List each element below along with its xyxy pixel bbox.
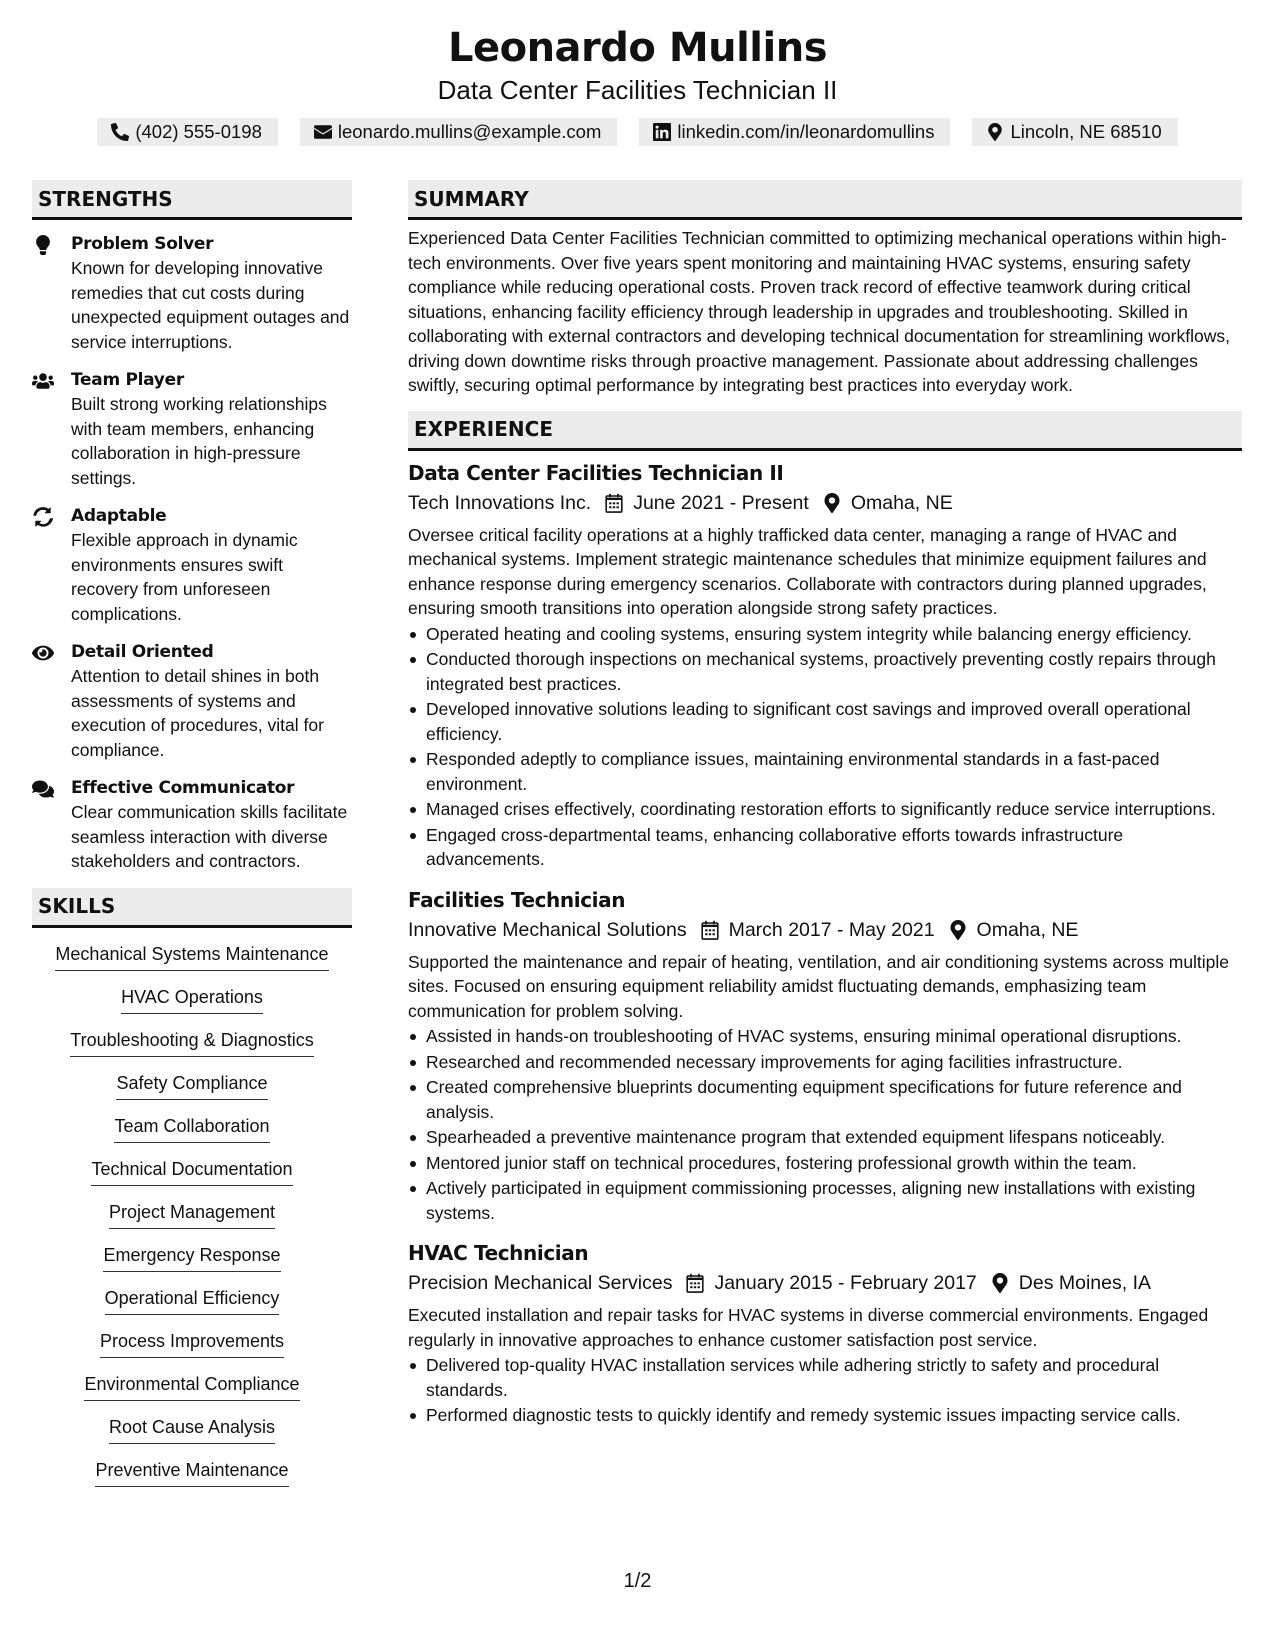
skill-item: Preventive Maintenance (95, 1458, 288, 1487)
job-bullets (408, 1024, 1242, 1225)
resume-header (0, 22, 1275, 146)
strength-title: Detail Oriented (71, 642, 214, 662)
job-dates: June 2021 - Present (633, 491, 809, 514)
job-company: Precision Mechanical Services (408, 1272, 673, 1294)
phone-icon (111, 123, 129, 141)
contact-email-text: leonardo.mullins@example.com (337, 121, 602, 142)
job-location: Omaha, NE (976, 918, 1079, 941)
job-entry (408, 886, 1242, 1226)
candidate-name: Leonardo Mullins (447, 25, 828, 71)
skill-item: Safety Compliance (116, 1071, 267, 1100)
skills-heading: SKILLS (32, 888, 352, 928)
job-title: Facilities Technician (408, 887, 626, 912)
job-company: Tech Innovations Inc. (408, 491, 592, 514)
lightbulb-icon (32, 235, 54, 255)
job-company: Innovative Mechanical Solutions (408, 918, 687, 941)
strengths-list (32, 232, 352, 874)
strength-desc: Built strong working relationships with team members, enhancing collaboration in high-pressure settings. (71, 394, 327, 488)
map-pin-icon (991, 1273, 1009, 1293)
strength-title: Team Player (71, 370, 184, 390)
job-bullet: Engaged cross-departmental teams, enhancing collaborative efforts towards infrastructure advancements. (408, 823, 1242, 872)
strength-desc: Known for developing innovative remedies that cut costs during unexpected equipment outages and service interruptions. (71, 258, 350, 352)
job-description: Oversee critical facility operations at a highly trafficked data center, managing a range of HVAC and mechanical systems. Implement strategic maintenance schedules that minimize equipment failures and enhance response during emergency scenarios. Collaborate with contractors during planned upgrades, ensuring smooth transitions into operation alongside strong safety practices. (408, 524, 1207, 618)
job-bullet: Assisted in hands-on troubleshooting of HVAC systems, ensuring minimal operational disruptions. (408, 1024, 1242, 1049)
job-bullet: Developed innovative solutions leading to significant cost savings and improved overall operational efficiency. (408, 697, 1242, 746)
skills-list (32, 942, 352, 1501)
job-entry (408, 1239, 1242, 1428)
job-description: Supported the maintenance and repair of heating, ventilation, and air conditioning systems across multiple sites. Focused on ensuring equipment reliability amidst fluctuating demands, emphasizing team communication for problem solving. (408, 951, 1230, 1021)
job-bullet: Performed diagnostic tests to quickly identify and remedy systemic issues impacting service calls. (408, 1403, 1242, 1428)
calendar-icon (605, 493, 623, 513)
skill-item: Environmental Compliance (84, 1372, 299, 1401)
contact-location (972, 118, 1177, 146)
skill-item: Operational Efficiency (105, 1286, 280, 1315)
strength-title: Problem Solver (71, 234, 214, 254)
job-title: Data Center Facilities Technician II (408, 460, 784, 485)
job-bullet: Mentored junior staff on technical procedures, fostering professional growth within the team. (408, 1151, 1242, 1176)
contact-phone-text: (402) 555-0198 (135, 121, 262, 142)
job-bullets (408, 1353, 1242, 1428)
right-column (408, 180, 1242, 1429)
job-meta (408, 915, 1242, 945)
job-bullet: Managed crises effectively, coordinating restoration efforts to significantly reduce service interruptions. (408, 797, 1242, 822)
job-bullet: Delivered top-quality HVAC installation services while adhering strictly to safety and procedural standards. (408, 1353, 1242, 1402)
job-bullet: Created comprehensive blueprints documenting equipment specifications for future reference and analysis. (408, 1075, 1242, 1124)
comments-icon (32, 779, 54, 799)
sync-icon (32, 507, 54, 527)
strength-item (32, 776, 352, 874)
strengths-heading: STRENGTHS (32, 180, 352, 220)
eye-icon (32, 643, 54, 663)
skill-item: Root Cause Analysis (109, 1415, 275, 1444)
contact-linkedin-text: linkedin.com/in/leonardomullins (677, 121, 935, 142)
skill-item: Mechanical Systems Maintenance (55, 942, 328, 971)
job-meta (408, 1268, 1242, 1298)
skill-item: HVAC Operations (121, 985, 263, 1014)
job-description: Executed installation and repair tasks for HVAC systems in diverse commercial environments. Engaged regularly in innovative approaches to enhance customer satisfaction post service. (408, 1305, 1209, 1350)
strength-item (32, 504, 352, 626)
strength-item (32, 368, 352, 490)
job-bullet: Spearheaded a preventive maintenance program that extended equipment lifespans noticeably. (408, 1125, 1242, 1150)
skill-item: Technical Documentation (91, 1157, 292, 1186)
strength-title: Adaptable (71, 506, 167, 526)
contact-location-text: Lincoln, NE 68510 (1010, 121, 1162, 142)
job-bullet: Actively participated in equipment commissioning processes, aligning new installations with existing systems. (408, 1176, 1242, 1225)
contact-bar (0, 118, 1275, 146)
job-bullet: Responded adeptly to compliance issues, maintaining environmental standards in a fast-paced environment. (408, 747, 1242, 796)
job-meta (408, 488, 1242, 518)
contact-linkedin[interactable] (639, 118, 950, 146)
strength-desc: Flexible approach in dynamic environments ensures swift recovery from unforeseen complications. (71, 530, 298, 624)
job-dates: March 2017 - May 2021 (728, 918, 935, 941)
job-entry (408, 459, 1242, 872)
job-bullet: Operated heating and cooling systems, ensuring system integrity while balancing energy efficiency. (408, 622, 1242, 647)
contact-email[interactable] (300, 118, 618, 146)
map-pin-icon (949, 920, 967, 940)
skill-item: Emergency Response (103, 1243, 280, 1272)
strength-item (32, 640, 352, 762)
candidate-title: Data Center Facilities Technician II (437, 75, 838, 105)
envelope-icon (314, 123, 332, 141)
calendar-icon (686, 1273, 704, 1293)
job-dates: January 2015 - February 2017 (714, 1272, 977, 1294)
users-icon (32, 371, 54, 391)
left-column (32, 180, 352, 1501)
skill-item: Team Collaboration (114, 1114, 269, 1143)
contact-phone[interactable] (97, 118, 278, 146)
skill-item: Troubleshooting & Diagnostics (70, 1028, 313, 1057)
strength-title: Effective Communicator (71, 778, 295, 798)
summary-text: Experienced Data Center Facilities Technician committed to optimizing mechanical operations within high-tech environments. Over five years spent monitoring and maintaining HVAC systems, ensuring safety compliance while reducing operational costs. Proven track record of effective teamwork during critical situations, enhancing facility efficiency through leadership in upgrades and troubleshooting. Skilled in collaborating with external contractors and developing technical documentation for streamlining workflows, driving down downtime risks through proactive management. Passionate about addressing challenges swiftly, securing optimal performance by integrating best practices into everyday work. (408, 228, 1230, 395)
skill-item: Process Improvements (100, 1329, 284, 1358)
job-bullet: Researched and recommended necessary improvements for aging facilities infrastructure. (408, 1050, 1242, 1075)
experience-heading: EXPERIENCE (408, 411, 1242, 451)
strength-desc: Clear communication skills facilitate seamless interaction with diverse stakeholders and contractors. (71, 802, 348, 871)
map-pin-icon (986, 123, 1004, 141)
skill-item: Project Management (109, 1200, 275, 1229)
job-bullet: Conducted thorough inspections on mechanical systems, proactively preventing costly repairs through integrated best practices. (408, 647, 1242, 696)
job-location: Des Moines, IA (1018, 1272, 1151, 1294)
map-pin-icon (823, 493, 841, 513)
strength-item (32, 232, 352, 354)
strength-desc: Attention to detail shines in both assessments of systems and execution of procedures, vital for compliance. (71, 666, 324, 760)
calendar-icon (701, 920, 719, 940)
job-bullets (408, 622, 1242, 872)
page-number: 1/2 (623, 1570, 652, 1592)
job-title: HVAC Technician (408, 1241, 589, 1265)
linkedin-icon (653, 123, 671, 141)
job-location: Omaha, NE (850, 491, 953, 514)
summary-heading: SUMMARY (408, 180, 1242, 220)
